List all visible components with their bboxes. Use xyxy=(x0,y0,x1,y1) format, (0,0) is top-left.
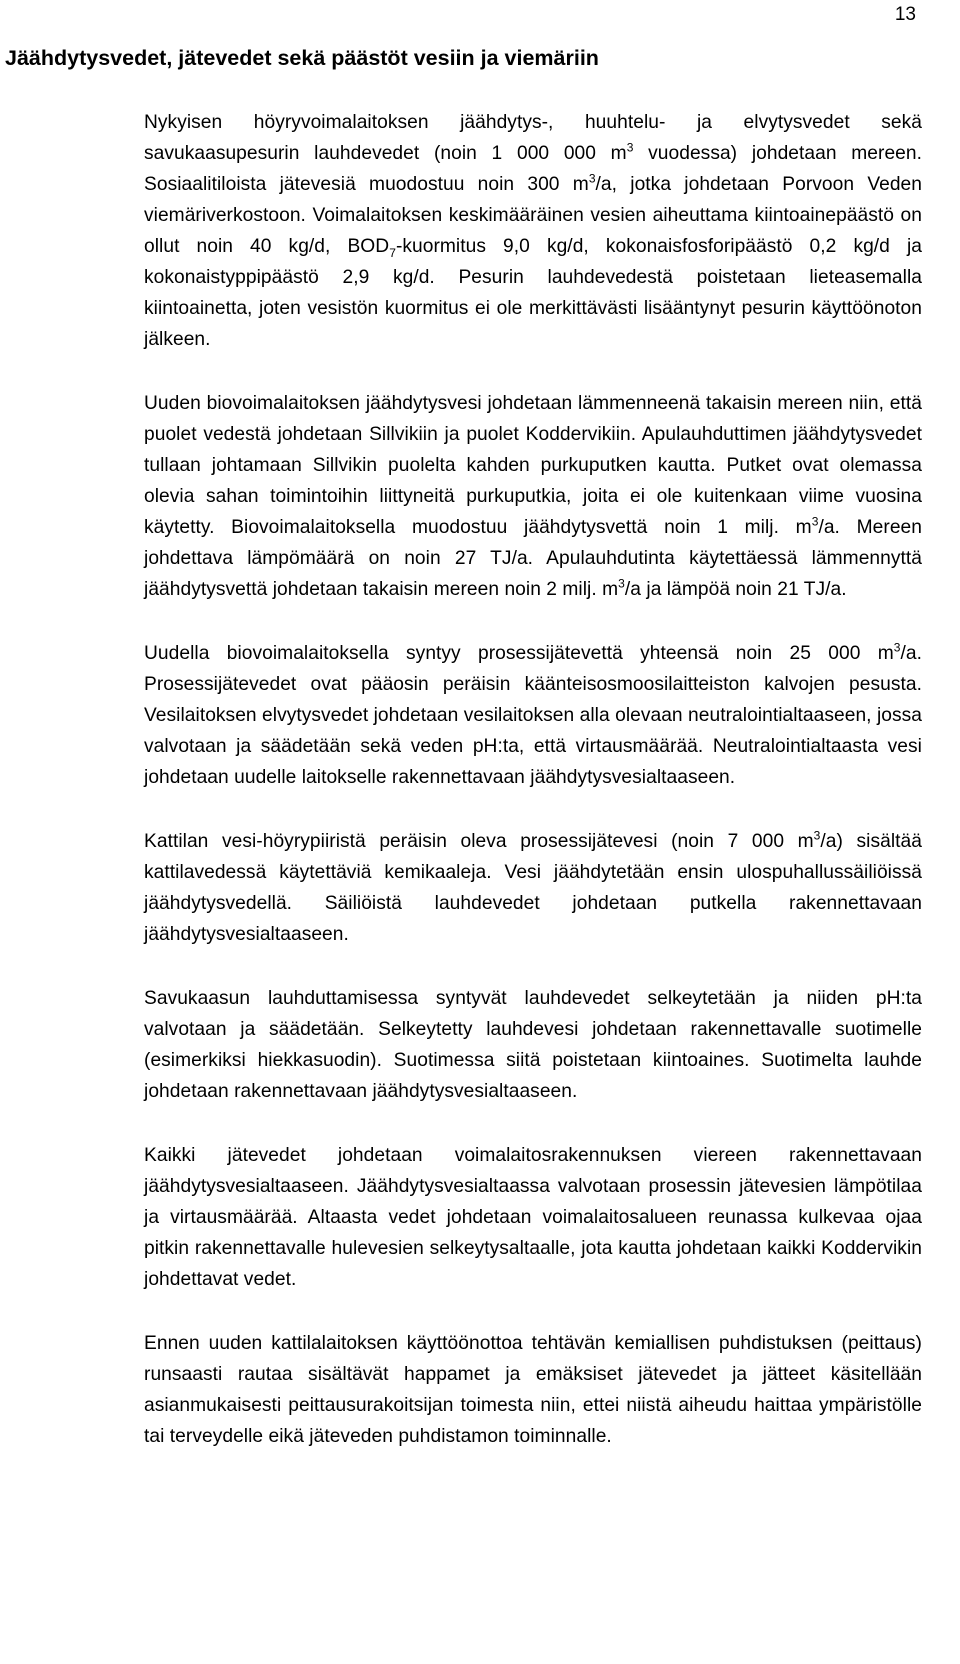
paragraph xyxy=(144,1140,922,1295)
paragraph xyxy=(144,983,922,1107)
superscript: 3 xyxy=(893,640,901,655)
paragraph xyxy=(144,638,922,793)
superscript: 3 xyxy=(618,576,625,591)
paragraph xyxy=(144,1328,922,1452)
paragraph xyxy=(144,388,922,605)
superscript: 3 xyxy=(811,514,819,529)
superscript: 3 xyxy=(813,828,821,843)
body-text xyxy=(144,107,922,1485)
text-run: Nykyisen höyryvoimalaitoksen jäähdytys-, huuhtelu- ja elvytysvedet sekä savukaasupesurin lauhdevedet (noin 1 000 000 m xyxy=(144,112,922,164)
paragraph xyxy=(144,107,922,355)
text-run: Kaikki jätevedet johdetaan voimalaitosrakennuksen viereen rakennettavaan jäähdytysvesialtaaseen. Jäähdytysvesialtaassa valvotaan prosessin jätevesien lämpötilaa ja virtausmäärää. Altaasta vedet johdetaan voimalaitosalueen reunassa kulkevaa ojaa pitkin rakennettavalle hulevesien selkeytysaltaalle, jota kautta johdetaan kaikki Koddervikin johdettavat vedet. xyxy=(144,1145,922,1290)
paragraph xyxy=(144,826,922,950)
text-run: Savukaasun lauhduttamisessa syntyvät lauhdevedet selkeytetään ja niiden pH:ta valvotaan ja säädetään. Selkeytetty lauhdevesi johdetaan rakennettavalle suotimelle (esimerkiksi hiekkasuodin). Suotimessa siitä poistetaan kiintoaines. Suotimelta lauhde johdetaan rakennettavaan jäähdytysvesialtaaseen. xyxy=(144,988,922,1102)
page-number: 13 xyxy=(894,4,916,25)
section-heading: Jäähdytysvedet, jätevedet sekä päästöt vesiin ja viemäriin xyxy=(5,46,599,70)
text-run: Uudella biovoimalaitoksella syntyy prosessijätevettä yhteensä noin 25 000 m xyxy=(144,643,894,664)
superscript: 3 xyxy=(626,140,634,155)
text-run: /a. Prosessijätevedet ovat pääosin peräisin käänteisosmoosilaitteiston kalvojen pesusta. Vesilaitoksen elvytysvedet johdetaan vesilaitoksen alla olevaan neutralointialtaaseen, jossa valvotaan ja säädetään sekä veden pH:ta, että virtausmäärää. Neutralointialtaasta vesi johdetaan uudelle laitokselle rakennettavaan jäähdytysvesialtaaseen. xyxy=(144,643,922,788)
text-run: /a) sisältää kattilavedessä käytettäviä kemikaaleja. Vesi jäähdytetään ensin ulospuhallussäiliöissä jäähdytysvedellä. Säiliöistä lauhdevedet johdetaan putkella rakennettavaan jäähdytysvesialtaaseen. xyxy=(144,831,922,945)
text-run: Kattilan vesi-höyrypiiristä peräisin oleva prosessijätevesi (noin 7 000 m xyxy=(144,831,814,852)
text-run: -kuormitus 9,0 kg/d, kokonaisfosforipäästö 0,2 kg/d ja kokonaistyppipäästö 2,9 kg/d. Pesurin lauhdevedestä poistetaan lieteasemalla kiintoainetta, joten vesistön kuormitus ei ole merkittävästi lisääntynyt pesurin käyttöönoton jälkeen. xyxy=(144,236,923,350)
superscript: 3 xyxy=(588,171,596,186)
text-run: /a. Mereen johdettava lämpömäärä on noin 27 TJ/a. Apulauhdutinta käytettäessä lämmennyttä jäähdytysvettä johdetaan takaisin mereen noin 2 milj. m xyxy=(144,517,922,600)
text-run: /a, jotka johdetaan Porvoon Veden viemäriverkostoon. Voimalaitoksen keskimääräinen vesien aiheuttama kiintoainepäästö on ollut noin 40 kg/d, BOD xyxy=(144,174,922,257)
text-run: Ennen uuden kattilalaitoksen käyttöönottoa tehtävän kemiallisen puhdistuksen (peittaus) runsaasti rautaa sisältävät happamet ja emäksiset jätevedet ja jätteet käsitellään asianmukaisesti peittausurakoitsijan toimesta niin, ettei niistä aiheudu haittaa ympäristölle tai terveydelle eikä jäteveden puhdistamon toiminnalle. xyxy=(144,1333,922,1447)
text-run: /a ja lämpöä noin 21 TJ/a. xyxy=(624,579,847,600)
text-run: Uuden biovoimalaitoksen jäähdytysvesi johdetaan lämmenneenä takaisin mereen niin, että puolet vedestä johdetaan Sillvikiin ja puolet Koddervikiin. Apulauhduttimen jäähdytysvedet tullaan johtamaan Sillvikin puolelta kahden purkuputken kautta. Putket ovat olemassa olevia sahan toimintoihin liittyneitä purkuputkia, joita ei ole kuitenkaan viime vuosina käytetty. Biovoimalaitoksella muodostuu jäähdytysvettä noin 1 milj. m xyxy=(144,393,922,538)
subscript: 7 xyxy=(389,245,396,260)
text-run: vuodessa) johdetaan mereen. Sosiaalitiloista jätevesiä muodostuu noin 300 m xyxy=(144,143,922,195)
